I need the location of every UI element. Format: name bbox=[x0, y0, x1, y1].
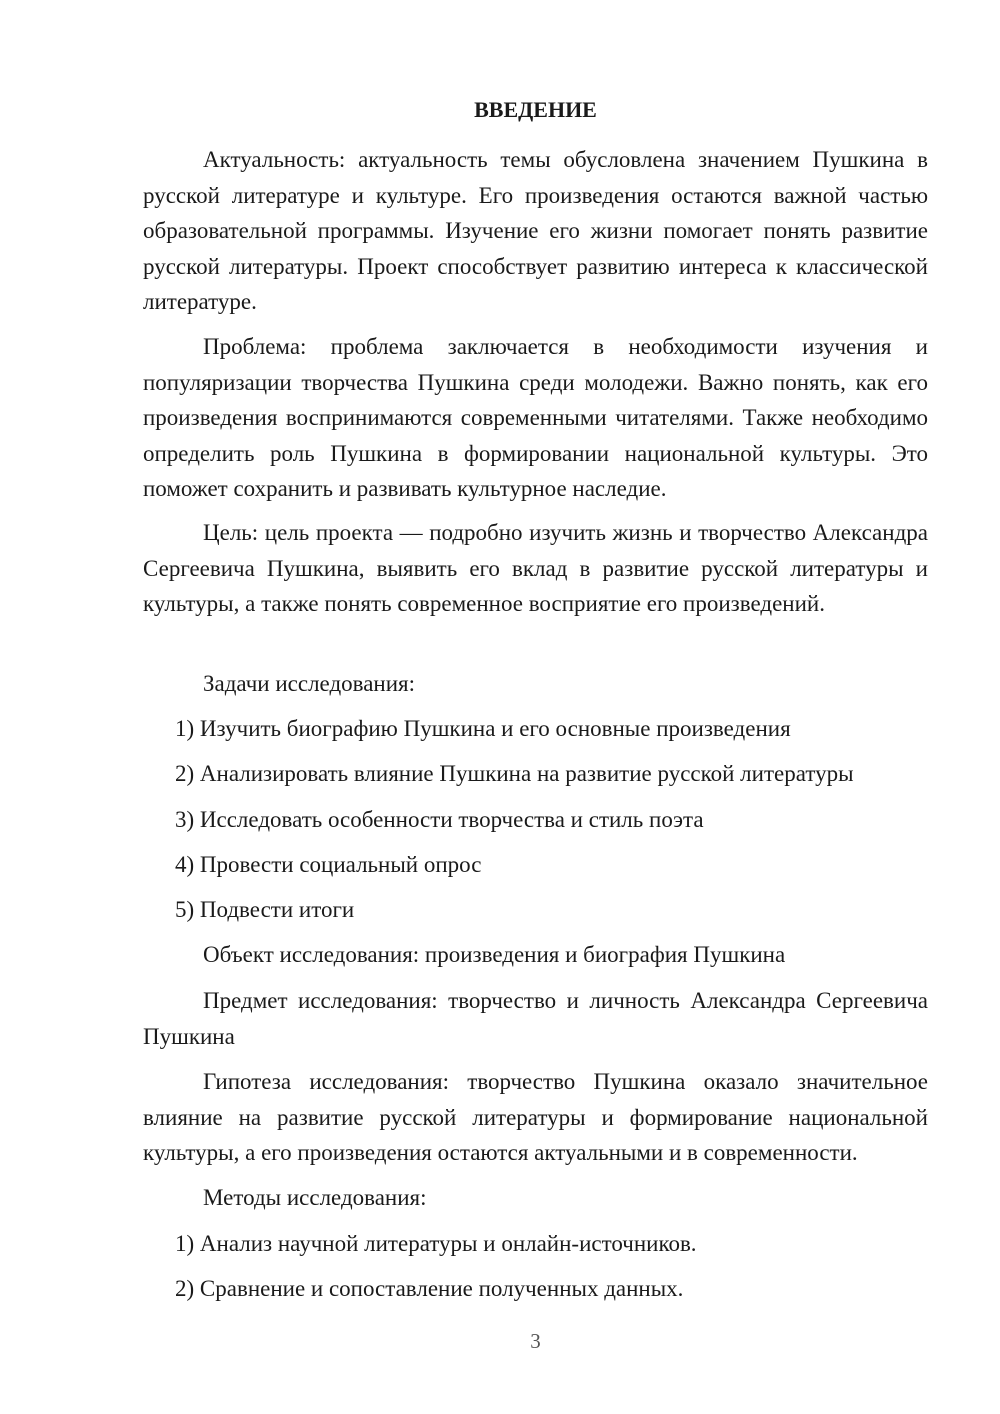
task-item-1: 1) Изучить биографию Пушкина и его основные произведения bbox=[175, 716, 791, 741]
method-item-1: 1) Анализ научной литературы и онлайн-источников. bbox=[175, 1231, 697, 1256]
page-number: 3 bbox=[530, 1329, 541, 1353]
task-item-5: 5) Подвести итоги bbox=[175, 897, 355, 922]
method-item-2: 2) Сравнение и сопоставление полученных данных. bbox=[175, 1276, 684, 1301]
relevance-paragraph: Актуальность: актуальность темы обусловлена значением Пушкина в русской литературе и культуре. Его произведения остаются важной частью образовательной программы. Изучение его жизни помогает понять развитие русской литературы. Проект способствует развитию интереса к классической литературе. bbox=[143, 147, 928, 314]
task-item-4: 4) Провести социальный опрос bbox=[175, 852, 482, 877]
problem-paragraph: Проблема: проблема заключается в необходимости изучения и популяризации творчества Пушкина среди молодежи. Важно понять, как его произведения воспринимаются современными читателями. Также необходимо определить роль Пушкина в формировании национальной культуры. Это поможет сохранить и развивать культурное наследие. bbox=[143, 334, 928, 501]
hypothesis-paragraph: Гипотеза исследования: творчество Пушкина оказало значительное влияние на развитие русской литературы и формирование национальной культуры, а его произведения остаются актуальными и в современности. bbox=[143, 1069, 928, 1165]
methods-heading: Методы исследования: bbox=[203, 1185, 427, 1210]
section-title: ВВЕДЕНИЕ bbox=[474, 97, 597, 122]
object-line: Объект исследования: произведения и биография Пушкина bbox=[203, 942, 786, 967]
tasks-heading: Задачи исследования: bbox=[203, 671, 416, 696]
task-item-3: 3) Исследовать особенности творчества и стиль поэта bbox=[175, 807, 704, 832]
task-item-2: 2) Анализировать влияние Пушкина на развитие русской литературы bbox=[175, 761, 854, 786]
goal-paragraph: Цель: цель проекта — подробно изучить жизнь и творчество Александра Сергеевича Пушкина, выявить его вклад в развитие русской литературы и культуры, а также понять современное восприятие его произведений. bbox=[143, 520, 928, 616]
subject-paragraph: Предмет исследования: творчество и личность Александра Сергеевича Пушкина bbox=[143, 988, 928, 1049]
